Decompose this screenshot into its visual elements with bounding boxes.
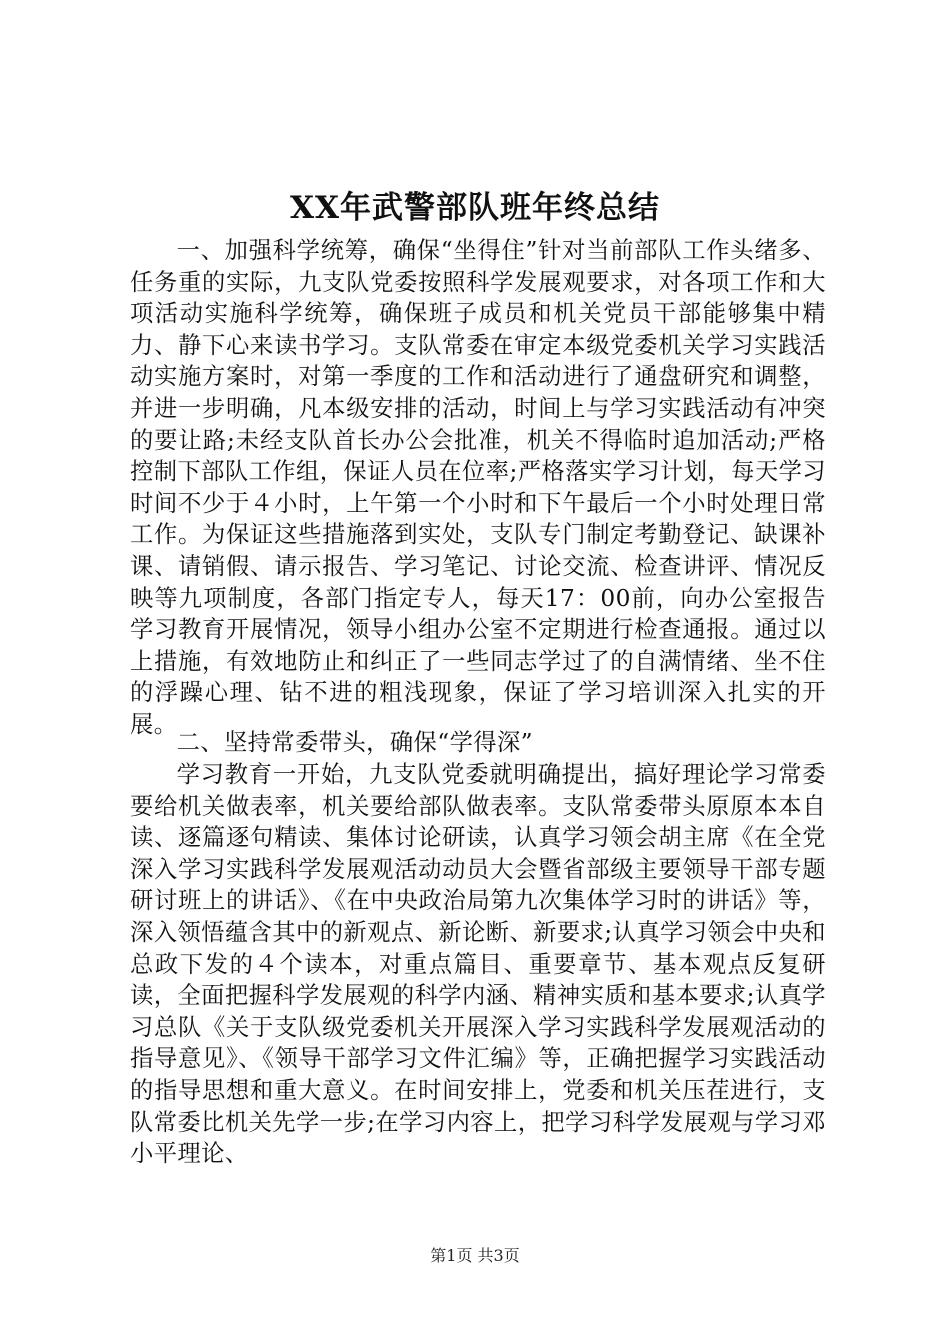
section-heading-2: 二、坚持常委带头，确保“学得深”: [176, 729, 533, 756]
paragraph-section-2-body: [130, 759, 826, 1170]
paragraph-2: 学习教育一开始，九支队党委就明确提出，搞好理论学习常委要给机关做表率，机关要给部队做表率。支队常委带头原原本本自读、逐篇逐句精读、集体讨论研读，认真学习领会胡主席《在全党深入学习实践科学发展观活动动员大会暨省部级主要领导干部专题研讨班上的讲话》、《在中央政治局第九次集体学习时的讲话》等，深入领悟蕴含其中的新观点、新论断、新要求;认真学习领会中央和总政下发的４个读本，对重点篇目、重要章节、基本观点反复研读，全面把握科学发展观的科学内涵、精神实质和基本要求;认真学习总队《关于支队级党委机关开展深入学习实践科学发展观活动的指导意见》、《领导干部学习文件汇编》等，正确把握学习实践活动的指导思想和重大意义。在时间安排上，党委和机关压茬进行，支队常委比机关先学一步;在学习内容上，把学习科学发展观与学习邓小平理论、: [130, 761, 826, 1168]
paragraph-1: 一、加强科学统筹，确保“坐得住”针对当前部队工作头绪多、任务重的实际，九支队党委按照科学发展观要求，对各项工作和大项活动实施科学统筹，确保班子成员和机关党员干部能够集中精力、静下心来读书学习。支队常委在审定本级党委机关学习实践活动实施方案时，对第一季度的工作和活动进行了通盘研究和调整，并进一步明确，凡本级安排的活动，时间上与学习实践活动有冲突的要让路;未经支队首长办公会批准，机关不得临时追加活动;严格控制下部队工作组，保证人员在位率;严格落实学习计划，每天学习时间不少于４小时，上午第一个小时和下午最后一个小时处理日常工作。为保证这些措施落到实处，支队专门制定考勤登记、缺课补课、请销假、请示报告、学习笔记、讨论交流、检查讲评、情况反映等九项制度，各部门指定专人，每天17：00前，向办公室报告学习教育开展情况，领导小组办公室不定期进行检查通报。通过以上措施，有效地防止和纠正了一些同志学过了的自满情绪、坐不住的浮躁心理、钻不进的粗浅现象，保证了学习培训深入扎实的开展。: [130, 237, 826, 738]
page-footer: 第1页 共3页: [430, 1246, 520, 1265]
document-title: XX年武警部队班年终总结: [289, 190, 661, 226]
paragraph-section-1: [130, 235, 826, 741]
paragraph-section-2-heading: [130, 727, 826, 759]
